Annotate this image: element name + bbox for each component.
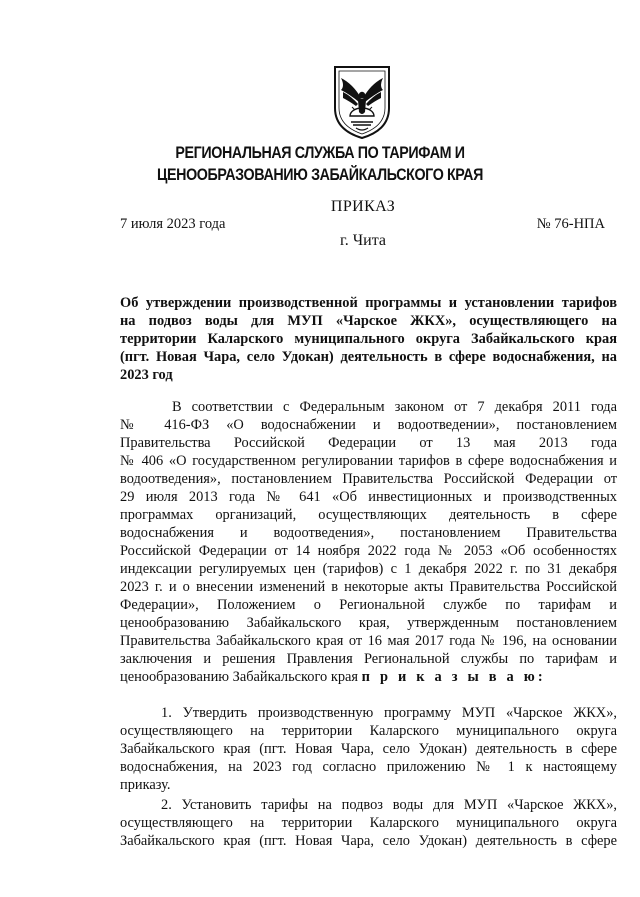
item-line: 1. Утвердить производственную программу МУП «Чарское ЖКХ», (161, 705, 617, 721)
order-date: 7 июля 2023 года (120, 216, 226, 232)
item-line: Забайкальского края (пгт. Новая Чара, село Удокан) деятельность в сфере (120, 741, 617, 757)
item-line: водоснабжения, на 2023 год согласно приложению № 1 к настоящему (120, 759, 617, 775)
subject-line: территории Каларского муниципального округа Забайкальского края (120, 331, 617, 347)
item-line: осуществляющего на территории Каларского муниципального округа (120, 815, 617, 831)
subject-line: 2023 год (120, 367, 173, 383)
preamble-line: программах организаций, осуществляющих деятельность в сфере (120, 507, 617, 523)
subject-line: (пгт. Новая Чара, село Удокан) деятельность в сфере водоснабжения, на (120, 349, 617, 365)
preamble-last-text: ценообразованию Забайкальского края (120, 669, 359, 685)
preamble-line: № 416-ФЗ «О водоснабжении и водоотведении», постановлением (120, 417, 617, 433)
preamble-line: заключения и решения Правления Региональной службы по тарифам и (120, 651, 617, 667)
preamble-line: Правительства Российской Федерации от 13 мая 2013 года (120, 435, 617, 451)
item-line: приказу. (120, 777, 171, 793)
orders-keyword: п р и к а з ы в а ю: (361, 669, 546, 685)
preamble-line: 29 июля 2013 года № 641 «Об инвестиционных и производственных (120, 489, 617, 505)
item-line: Забайкальского края (пгт. Новая Чара, село Удокан) деятельность в сфере (120, 833, 617, 849)
agency-title-line-1: РЕГИОНАЛЬНАЯ СЛУЖБА ПО ТАРИФАМ И (175, 143, 465, 162)
subject-line: на подвоз воды для МУП «Чарское ЖКХ», осуществляющего на (120, 313, 617, 329)
item-line: осуществляющего на территории Каларского муниципального округа (120, 723, 617, 739)
coat-of-arms-emblem (331, 64, 393, 140)
preamble-line: индексации регулируемых цен (тарифов) с 1 декабря 2022 г. по 31 декабря (120, 561, 617, 577)
preamble-line: Российской Федерации от 14 ноября 2022 года № 2053 «Об особенностях (120, 543, 617, 559)
preamble-last-line (120, 668, 617, 686)
preamble-line: № 406 «О государственном регулировании тарифов в сфере водоснабжения и (120, 453, 617, 469)
preamble-line: 2023 г. и о внесении изменений в некоторые акты Правительства Российской (120, 579, 617, 595)
subject-line: Об утверждении производственной программы и установлении тарифов (120, 295, 617, 311)
document-type: ПРИКАЗ (330, 198, 396, 215)
order-city: г. Чита (339, 232, 386, 249)
preamble-line: ценообразованию Забайкальского края, утвержденным постановлением (120, 615, 617, 631)
order-number: № 76-НПА (536, 216, 605, 232)
item-line: 2. Установить тарифы на подвоз воды для МУП «Чарское ЖКХ», (161, 797, 617, 813)
preamble-line: водоотведения», постановлением Правительства Российской Федерации от (120, 471, 617, 487)
preamble-line: водоснабжения и водоотведения», постановлением Правительства (120, 525, 617, 541)
preamble-line: Федерации», Положением о Региональной службе по тарифам и (120, 597, 617, 613)
preamble-line: Правительства Забайкальского края от 16 мая 2017 года № 196, на основании (120, 633, 617, 649)
agency-title-line-2: ЦЕНООБРАЗОВАНИЮ ЗАБАЙКАЛЬСКОГО КРАЯ (157, 165, 483, 184)
preamble-line: В соответствии с Федеральным законом от 7 декабря 2011 года (172, 399, 617, 415)
